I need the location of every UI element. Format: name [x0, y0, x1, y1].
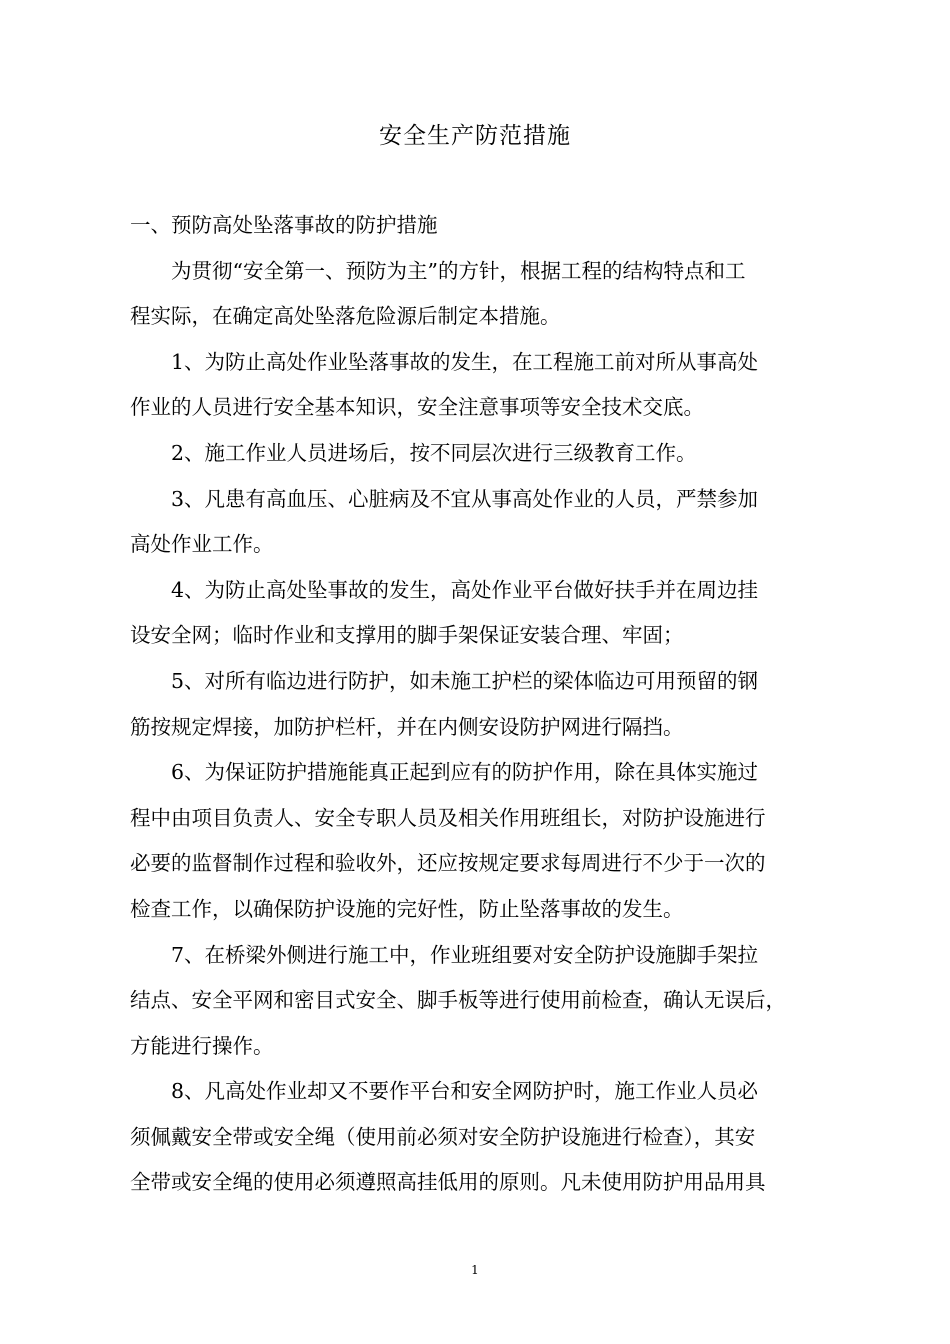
paragraph-line: 6、为保证防护措施能真正起到应有的防护作用，除在具体实施过	[171, 760, 759, 785]
paragraph	[130, 750, 824, 932]
paragraph-line: 为贯彻“安全第一、预防为主”的方针，根据工程的结构特点和工	[171, 258, 746, 283]
section-heading: 一、预防高处坠落事故的防护措施	[130, 213, 438, 237]
paragraph-line: 须佩戴安全带或安全绳（使用前必须对安全防护设施进行检查），其安	[130, 1124, 756, 1149]
paragraph	[130, 249, 824, 340]
paragraph-line: 3、凡患有高血压、心脏病及不宜从事高处作业的人员，严禁参加	[171, 486, 759, 511]
paragraph-line: 7、在桥梁外侧进行施工中，作业班组要对安全防护设施脚手架拉	[171, 942, 759, 967]
paragraph-line: 高处作业工作。	[130, 532, 274, 557]
paragraph-line: 必要的监督制作过程和验收外，还应按规定要求每周进行不少于一次的	[130, 851, 766, 876]
paragraph-line: 检查工作，以确保防护设施的完好性，防止坠落事故的发生。	[130, 896, 684, 921]
paragraph	[130, 431, 824, 477]
paragraph-line: 筋按规定焊接，加防护栏杆，并在内侧安设防护网进行隔挡。	[130, 714, 684, 739]
paragraph-line: 方能进行操作。	[130, 1033, 274, 1058]
paragraph	[130, 340, 824, 431]
paragraph	[130, 659, 824, 750]
paragraph	[130, 933, 824, 1070]
paragraph	[130, 1069, 824, 1206]
paragraph-line: 设安全网；临时作业和支撑用的脚手架保证安装合理、牢固；	[130, 623, 684, 648]
paragraph-line: 2、施工作业人员进场后，按不同层次进行三级教育工作。	[171, 440, 697, 465]
paragraph-list	[130, 249, 824, 1206]
paragraph-line: 4、为防止高处坠事故的发生，高处作业平台做好扶手并在周边挂	[171, 577, 759, 602]
paragraph-line: 全带或安全绳的使用必须遵照高挂低用的原则。凡未使用防护用品用具	[130, 1170, 766, 1195]
paragraph-line: 1、为防止高处作业坠落事故的发生，在工程施工前对所从事高处	[171, 349, 759, 374]
paragraph-line: 8、凡高处作业却又不要作平台和安全网防护时，施工作业人员必	[171, 1079, 759, 1104]
document-body	[130, 203, 824, 1206]
paragraph-line: 程实际，在确定高处坠落危险源后制定本措施。	[130, 304, 561, 329]
paragraph-line: 5、对所有临边进行防护，如未施工护栏的梁体临边可用预留的钢	[171, 668, 759, 693]
paragraph-line: 程中由项目负责人、安全专职人员及相关作用班组长，对防护设施进行	[130, 805, 766, 830]
paragraph-line: 作业的人员进行安全基本知识，安全注意事项等安全技术交底。	[130, 395, 704, 420]
paragraph-line: 结点、安全平网和密目式安全、脚手板等进行使用前检查，确认无误后，	[130, 988, 786, 1013]
document-title: 安全生产防范措施	[379, 123, 571, 149]
page-number: 1	[471, 1263, 479, 1277]
paragraph	[130, 568, 824, 659]
paragraph	[130, 477, 824, 568]
